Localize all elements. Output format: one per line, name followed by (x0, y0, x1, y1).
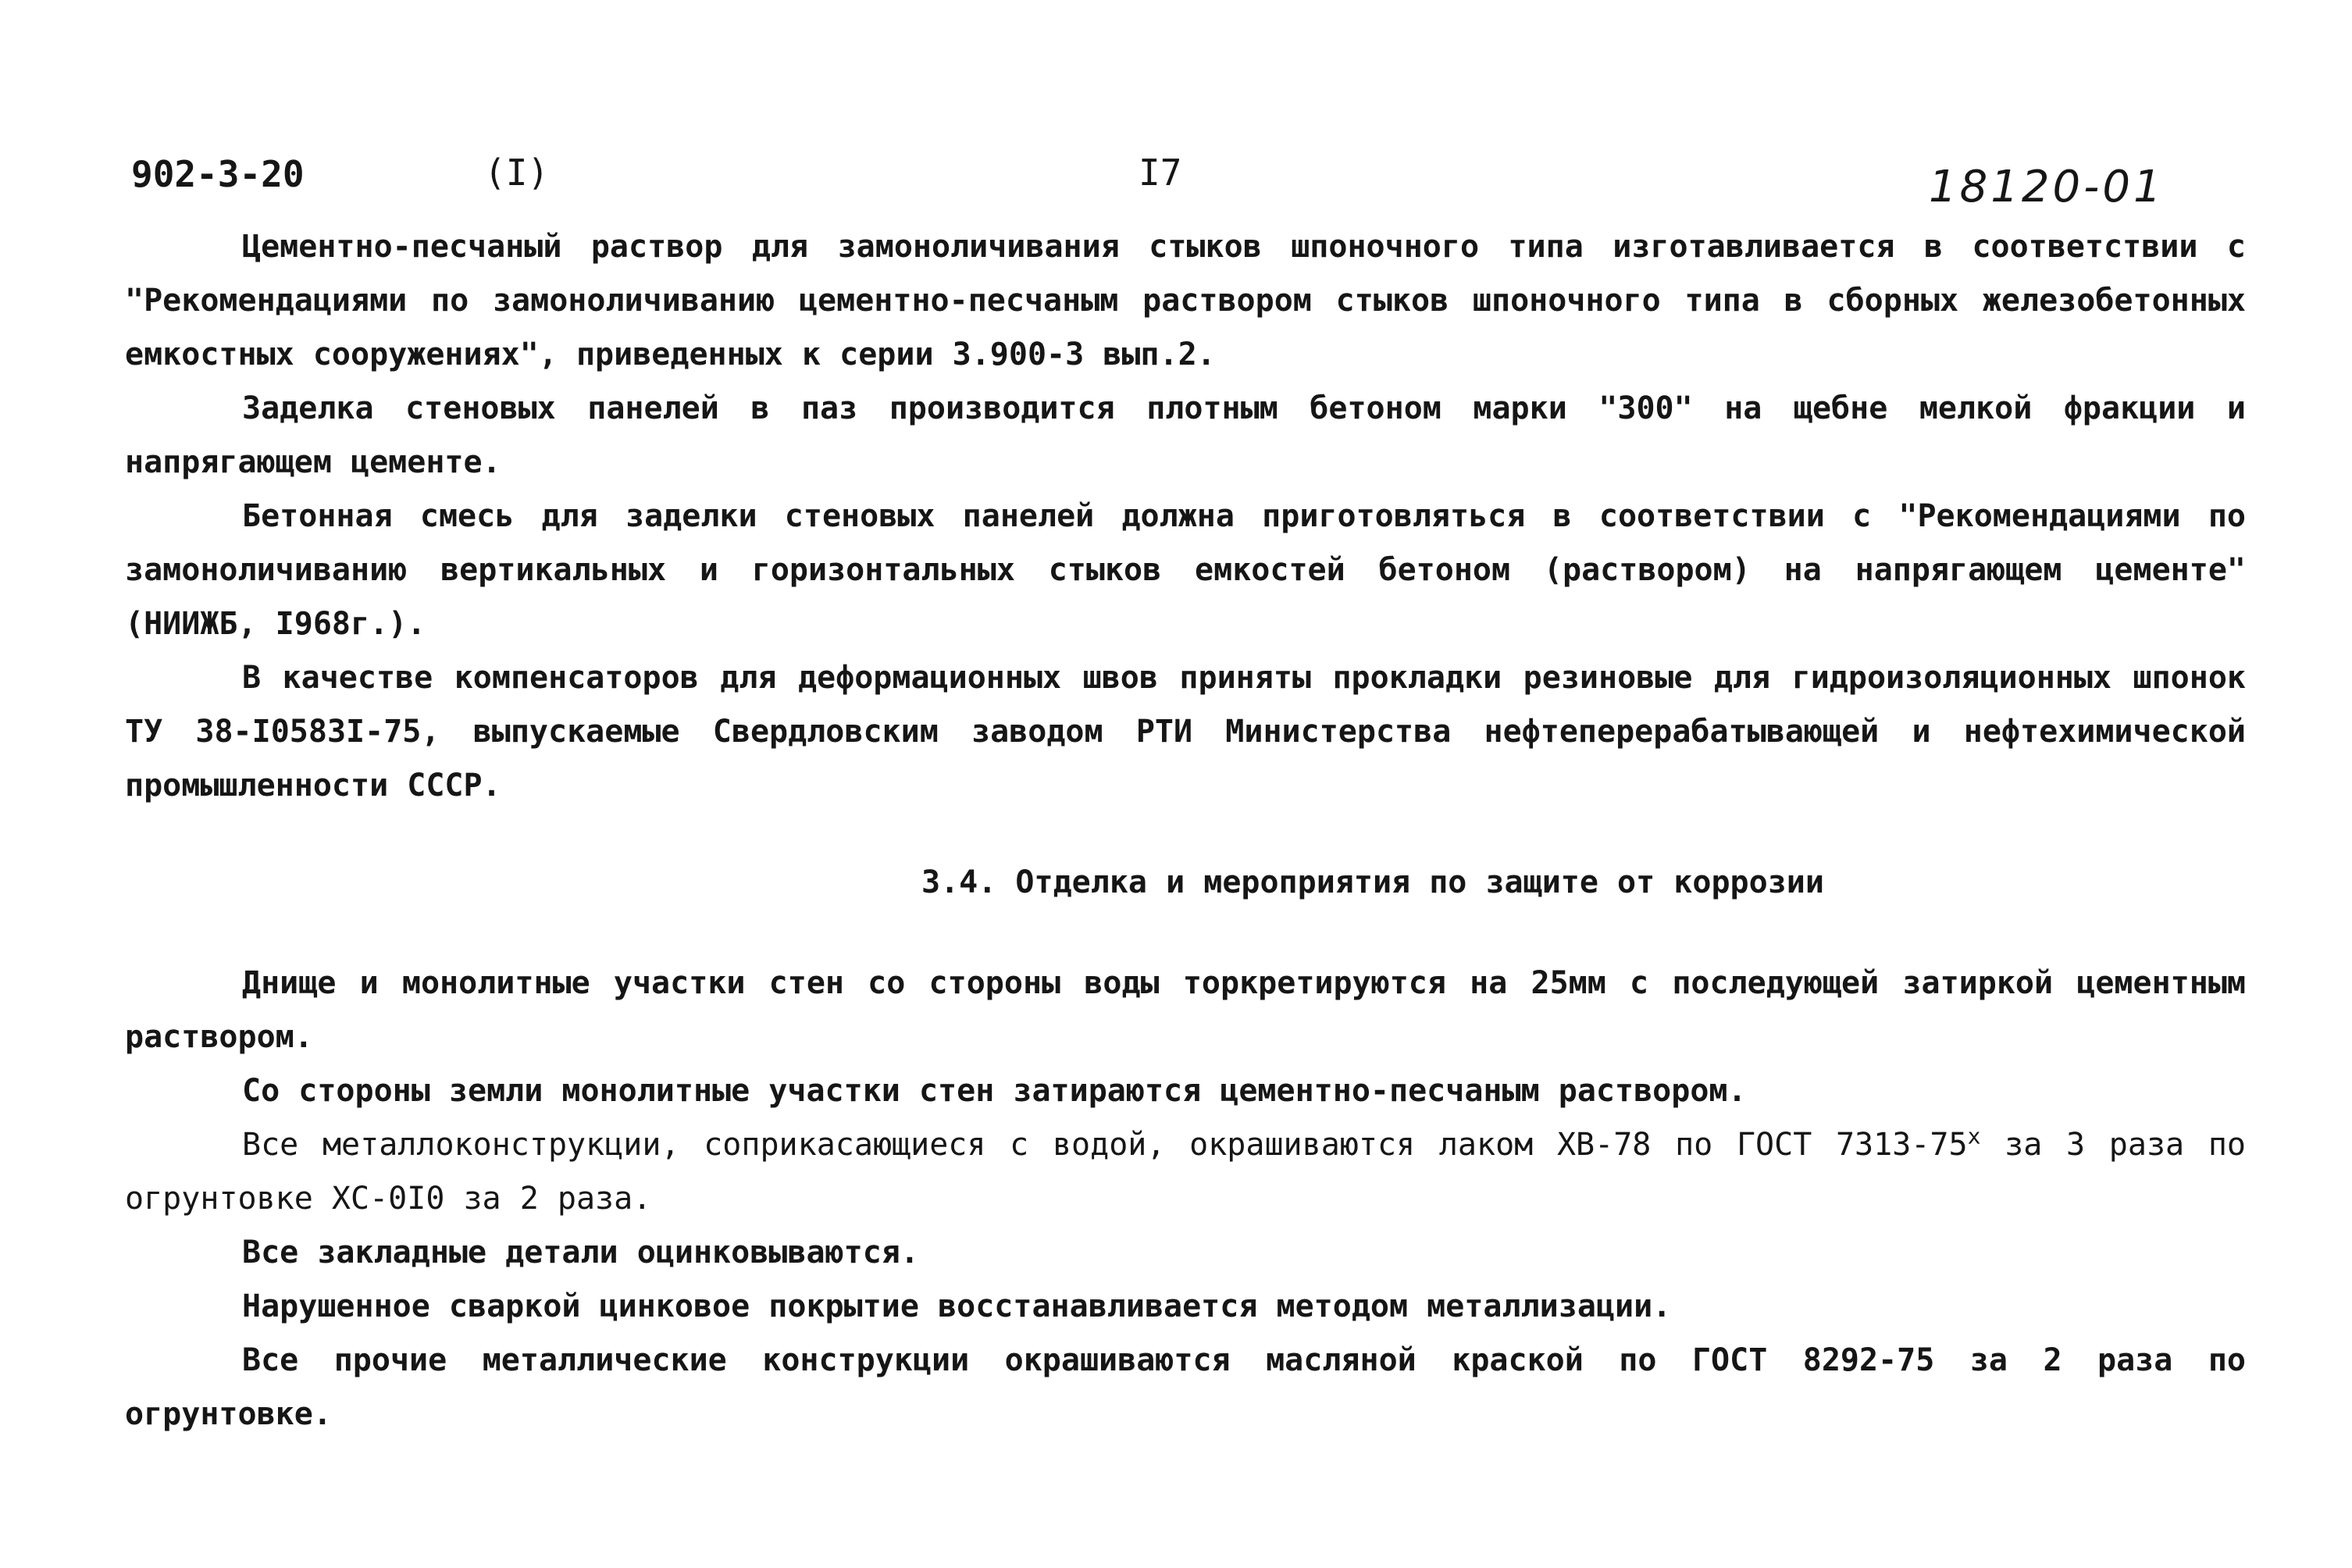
document-code: 902-3-20 (131, 153, 305, 195)
inventory-number-handwritten: 18120-01 (1929, 162, 2165, 212)
paragraph-zinc-coating: Нарушенное сваркой цинковое покрытие восстанавливается методом металлизации. (242, 1288, 1672, 1324)
part-number: (I) (484, 151, 550, 194)
paragraph-panel-embedding: Заделка стеновых панелей в паз производится плотным бетоном марки "300" на щебне мелкой фракции и напрягающем цементе. (125, 390, 2246, 480)
paragraph-bottom-shotcrete: Днище и монолитные участки стен со стороны воды торкретируются на 25мм с последующей затиркой цементным раствором. (125, 965, 2246, 1055)
section-heading-3-4: 3.4. Отделка и мероприятия по защите от коррозии (921, 864, 1824, 900)
paragraph-embedded-parts: Все закладные детали оцинковываются. (242, 1235, 919, 1270)
paragraph-ground-side: Со стороны земли монолитные участки стен затираются цементно-песчаным раствором. (242, 1073, 1747, 1109)
metal-painting-text: Все металлоконструкции, соприкасающиеся с водой, окрашиваются лаком ХВ-78 по ГОСТ 7313-75 (242, 1127, 1968, 1163)
metal-painting-text-cont: за 3 раза по огрунтовке ХС-0I0 за 2 раза. (125, 1127, 2246, 1217)
paragraph-mortar-joints: Цементно-песчаный раствор для замоноличивания стыков шпоночного типа изготавливается в соответствии с "Рекомендациями по замоноличиванию цементно-песчаным раствором стыков шпоночного типа в сборных железобетонных емкостных сооружениях", приведенных к серии 3.900-3 вып.2. (125, 229, 2246, 372)
paragraph-compensators: В качестве компенсаторов для деформационных швов приняты прокладки резиновые для гидроизоляционных шпонок ТУ 38-I0583I-75, выпускаемые Свердловским заводом РТИ Министерства нефтеперерабатывающей и нефтехимической промышленности СССР. (125, 660, 2246, 804)
paragraph-metal-painting (125, 1118, 2246, 1226)
paragraph-concrete-mix: Бетонная смесь для заделки стеновых панелей должна приготовляться в соответствии с "Рекомендациями по замоноличиванию вертикальных и горизонтальных стыков емкостей бетоном (раствором) на напрягающем цементе" (НИИЖБ, I968г.). (125, 498, 2246, 642)
gost-superscript: х (1967, 1123, 1981, 1149)
paragraph-other-metal: Все прочие металлические конструкции окрашиваются масляной краской по ГОСТ 8292-75 за 2 раза по огрунтовке. (125, 1342, 2246, 1432)
page-number: I7 (1139, 151, 1182, 194)
document-body (125, 220, 2246, 1441)
